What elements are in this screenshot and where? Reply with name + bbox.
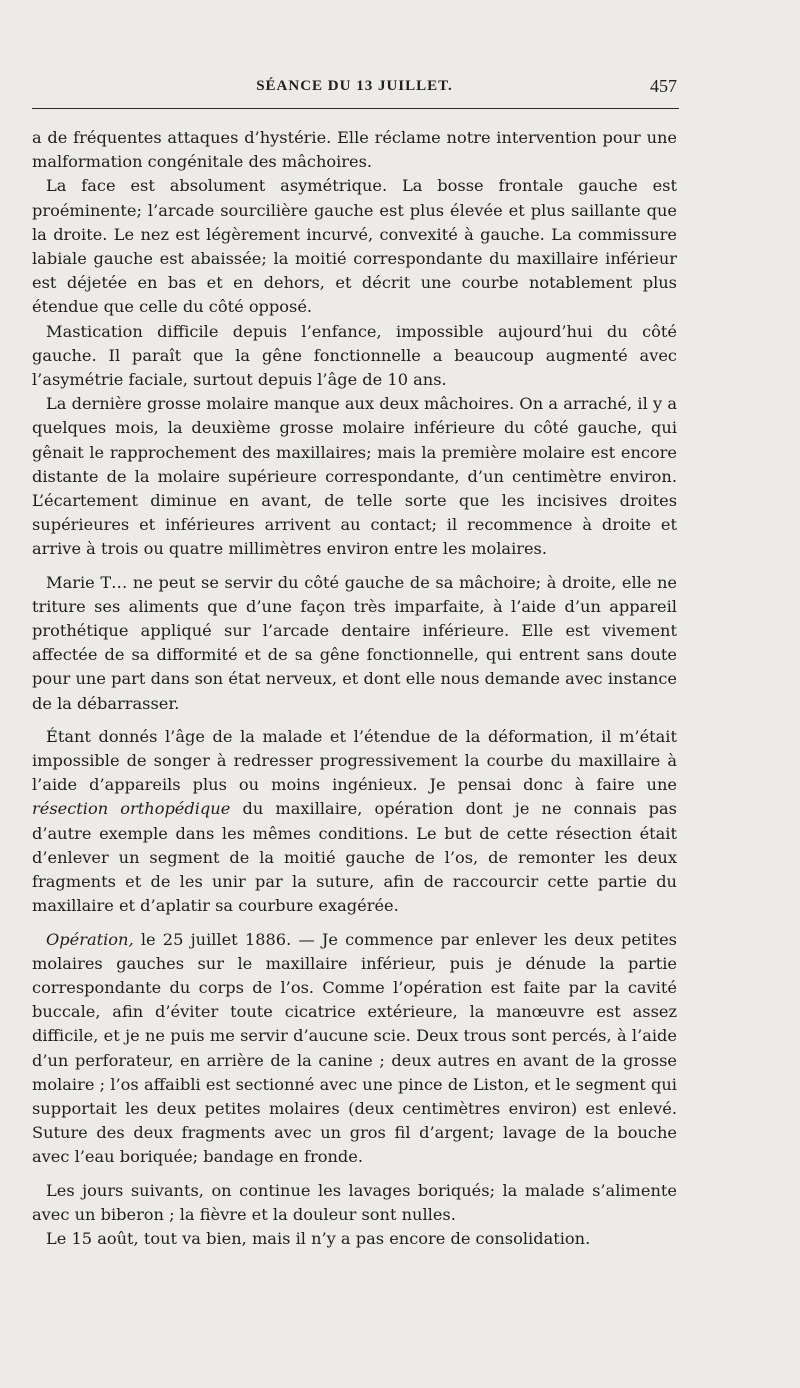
running-title: SÉANCE DU 13 JUILLET. — [256, 78, 453, 94]
resection-rest: du maxillaire, opération dont je ne connais pas d’autre exemple dans les mêmes conditions. Le but de cette résection était d’enlever un segment de la moitié gauche de l’os, de remonter les deux fragments et de les unir par la suture, afin de raccourcir cette partie du maxillaire et d’aplatir sa courbure exagérée. — [32, 799, 677, 916]
paragraph-continuation: a de fréquentes attaques d’hystérie. Elle réclame notre intervention pour une malformation congénitale des mâchoires. — [32, 128, 677, 172]
paragraph-molars: La dernière grosse molaire manque aux deux mâchoires. On a arraché, il y a quelques mois, la deuxième grosse molaire inférieure du côté gauche, qui gênait le rapprochement des maxillaires; mais la première molaire est encore distante de la molaire supérieure correspondante, d’un centimètre environ. L’écartement diminue en avant, de telle sorte que les incisives droites supérieures et inférieures arrivent au contact; il recommence à droite et arrive à trois ou quatre millimètres environ entre les molaires. — [32, 394, 677, 559]
operation-label: Opération, — [46, 929, 134, 949]
resection-term: résection orthopédique — [32, 799, 231, 819]
running-head — [32, 75, 677, 99]
body-text — [32, 126, 677, 1251]
paragraph-mastication: Mastication difficile depuis l’enfance, impossible aujourd’hui du côté gauche. Il paraît que la gêne fonctionnelle a beaucoup augmenté avec l’asymétrie faciale, surtout depuis l’âge de 10 ans. — [32, 321, 677, 390]
paragraph-resection — [32, 725, 677, 919]
paragraph-august: Le 15 août, tout va bien, mais il n’y a pas encore de consolidation. — [46, 1228, 591, 1248]
paragraph-following-days: Les jours suivants, on continue les lavages boriqués; la malade s’alimente avec un biberon ; la fièvre et la douleur sont nulles. — [32, 1180, 677, 1224]
operation-text: le 25 juillet 1886. — Je commence par enlever les deux petites molaires gauches sur le maxillaire inférieur, puis je dénude la partie correspondante du corps de l’os. Comme l’opération est faite par la cavité buccale, afin d’éviter toute cicatrice extérieure, la manœuvre est assez difficile, et je ne puis me servir d’aucune scie. Deux trous sont percés, à l’aide d’un perforateur, en arrière de la canine ; deux autres en avant de la grosse molaire ; l’os affaibli est sectionné avec une pince de Liston, et le segment qui supportait les deux petites molaires (deux centimètres environ) est enlevé. Suture des deux fragments avec un gros fil d’argent; lavage de la bouche avec l’eau boriquée; bandage en fronde. — [32, 929, 677, 1167]
paragraph-operation — [32, 928, 677, 1170]
page-number: 457 — [650, 76, 677, 96]
resection-intro: Étant donnés l’âge de la malade et l’étendue de la déformation, il m’était impossible de songer à redresser progressivement la courbe du maxillaire à l’aide d’appareils plus ou moins ingénieux. Je pensai donc à faire une — [32, 726, 677, 795]
paragraph-marie: Marie T… ne peut se servir du côté gauche de sa mâchoire; à droite, elle ne triture ses aliments que d’une façon très imparfaite, à l’aide d’un appareil prothétique appliqué sur l’arcade dentaire inférieure. Elle est vivement affectée de sa difformité et de sa gêne fonctionnelle, qui entrent sans doute pour une part dans son état nerveux, et dont elle nous demande avec instance de la débarrasser. — [32, 572, 677, 713]
header-rule — [32, 108, 679, 109]
paragraph-face-description: La face est absolument asymétrique. La bosse frontale gauche est proéminente; l’arcade sourcilière gauche est plus élevée et plus saillante que la droite. Le nez est légèrement incurvé, convexité à gauche. La commissure labiale gauche est abaissée; la moitié correspondante du maxillaire inférieur est déjetée en bas et en dehors, et décrit une courbe notablement plus étendue que celle du côté opposé. — [32, 176, 677, 317]
